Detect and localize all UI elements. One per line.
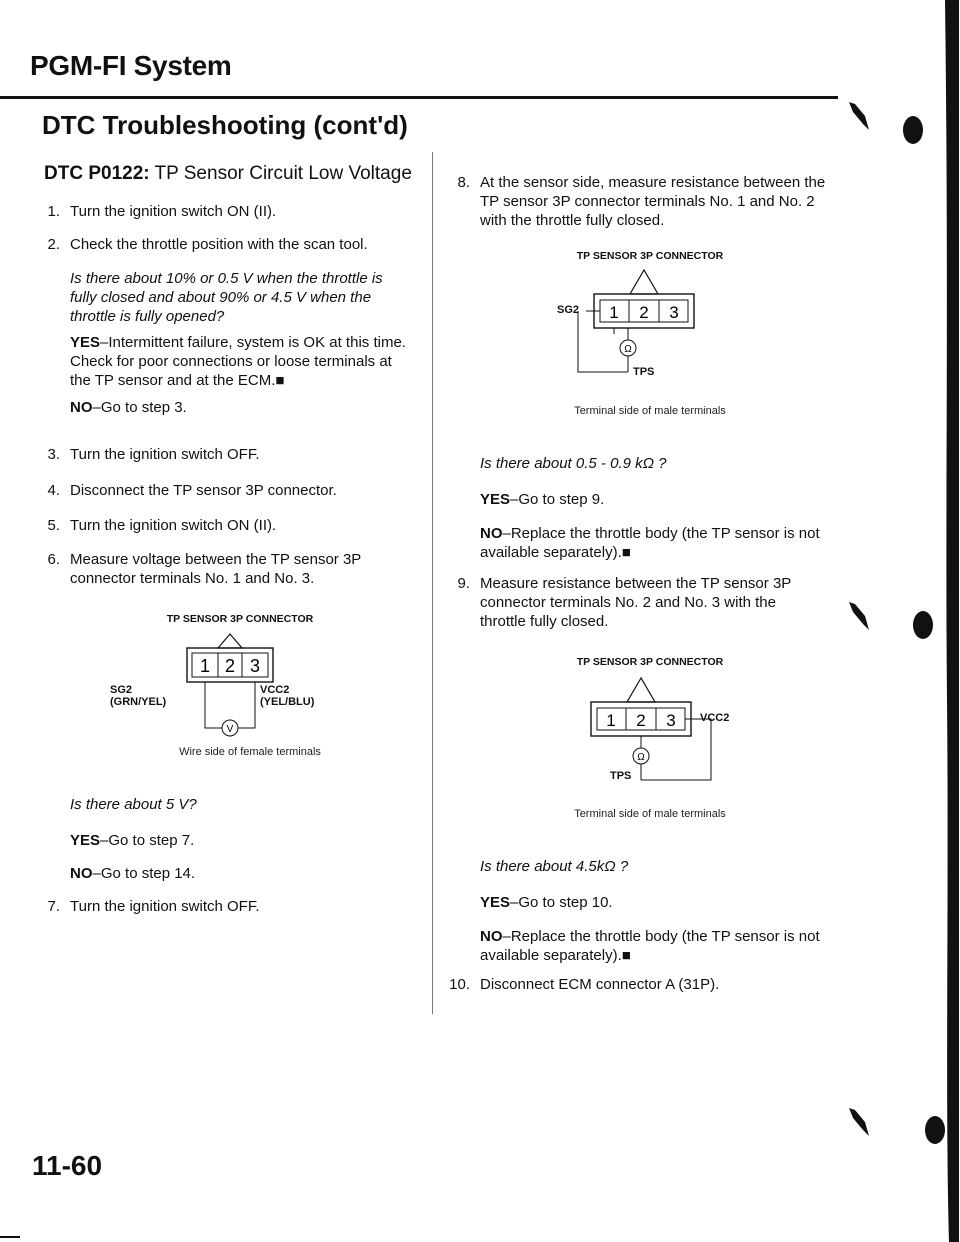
step-5 [40,516,420,535]
answer-line: available separately). [480,544,622,561]
pin-2: 2 [639,303,649,322]
page-title: DTC Troubleshooting (cont'd) [42,110,408,140]
step-6 [40,550,420,590]
step-line: throttle fully closed. [480,613,609,630]
answer-no-step-9: NO–Replace the throttle body (the TP sensor is not available separately).■ [480,928,820,964]
question-step-9: Is there about 4.5kΩ ? [480,858,629,875]
step-text [480,173,825,230]
hook-mark [849,102,869,130]
tps-label: TPS [633,366,655,378]
step-text: Disconnect the TP sensor 3P connector. [70,482,337,499]
vcc2-label: VCC2 [700,712,730,724]
section-title: PGM-FI System [30,50,232,81]
step-2 [40,235,420,254]
step-number: 10. [449,976,470,993]
step-line: connector terminals No. 2 and No. 3 with the [480,594,776,611]
answer-no-step-6: NO–Go to step 14. [70,865,196,882]
step-line: with the throttle fully closed. [480,212,665,229]
figure-title: TP SENSOR 3P CONNECTOR [576,656,724,668]
step-number: 9. [457,575,470,592]
step-text [70,550,361,588]
no-label: NO [70,399,93,416]
figure-caption: Terminal side of male terminals [574,808,726,820]
dtc-heading [44,163,412,185]
answer-line: Replace the throttle body (the TP sensor is not [510,525,820,542]
answer-yes-step-6: YES–Go to step 7. [70,832,195,849]
no-label: NO [480,928,503,945]
question-line: throttle is fully opened? [70,308,225,325]
step-text: Check the throttle position with the scan tool. [70,236,368,253]
pin-3: 3 [666,711,676,730]
step-text [480,574,791,631]
answer-text: Go to step 7. [108,832,195,849]
figure-caption: Wire side of female terminals [179,746,321,758]
yes-label: YES [70,334,101,351]
answer-line: Replace the throttle body (the TP sensor is not [510,928,820,945]
step-line: Measure resistance between the TP sensor 3P [480,575,792,592]
answer-yes-step-2: YES–Intermittent failure, system is OK at this time. Check for poor connections or loose terminals at the TP sensor and at the ECM.■ [70,333,440,390]
binding-hole [913,611,933,639]
step-number: 6. [47,551,60,568]
step-1 [40,202,420,221]
terminal-label: VCC2 [260,684,290,696]
step-text: Turn the ignition switch ON (II). [70,517,277,534]
meter-symbol: V [226,724,234,735]
step-number: 3. [47,446,60,463]
step-8 [450,173,850,233]
step-number: 1. [47,203,60,220]
connector-key-icon [218,634,242,648]
hook-mark [849,1108,869,1136]
terminal-label: SG2 [110,684,133,696]
binding-hole [925,1116,945,1144]
pin-1: 1 [606,711,616,730]
step-line: At the sensor side, measure resistance between the [480,174,826,191]
step-text: Turn the ignition switch OFF. [70,898,260,915]
answer-yes-step-9: YES–Go to step 10. [480,894,613,911]
wire-color-label: (GRN/YEL) [110,696,167,708]
pin-2: 2 [224,656,236,676]
answer-no-step-2: NO–Go to step 3. [70,399,187,416]
end-mark: ■ [621,544,631,561]
end-mark: ■ [621,947,631,964]
dtc-title: TP Sensor Circuit Low Voltage [154,163,412,184]
step-number: 5. [47,517,60,534]
yes-label: YES [480,491,511,508]
answer-line: the TP sensor and at the ECM. [70,372,276,389]
meter-symbol: Ω [624,344,632,355]
step-10 [450,975,850,994]
answer-text: Go to step 10. [518,894,613,911]
question-step-6: Is there about 5 V? [70,796,197,813]
step-number: 4. [47,482,60,499]
question-line: Is there about 10% or 0.5 V when the throttle is [70,270,383,287]
step-text: Disconnect ECM connector A (31P). [480,976,720,993]
tps-label: TPS [610,770,632,782]
step-line: Measure voltage between the TP sensor 3P [70,551,362,568]
answer-text: Go to step 3. [100,399,187,416]
sg2-label: SG2 [557,304,580,316]
answer-yes-step-8: YES–Go to step 9. [480,491,605,508]
step-9 [450,574,850,634]
answer-text: Go to step 9. [518,491,605,508]
binding-edge-marks [845,0,960,1242]
meter-symbol: Ω [637,752,645,763]
pin-3: 3 [249,656,261,676]
step-4 [40,481,420,500]
yes-label: YES [70,832,101,849]
pin-3: 3 [669,303,679,322]
pin-1: 1 [199,656,211,676]
dtc-code: DTC P0122: [44,163,150,184]
connector-key-icon [627,678,655,702]
step-line: connector terminals No. 1 and No. 3. [70,570,315,587]
question-step-8: Is there about 0.5 - 0.9 kΩ ? [480,455,667,472]
step-7 [40,897,420,916]
vcc2-label [260,684,314,708]
pin-1: 1 [609,303,619,322]
answer-line: Intermittent failure, system is OK at this time. [108,334,406,351]
figure-title: TP SENSOR 3P CONNECTOR [166,613,314,625]
step-line: TP sensor 3P connector terminals No. 1 and No. 2 [480,193,815,210]
no-label: NO [70,865,93,882]
answer-no-step-8: NO–Replace the throttle body (the TP sensor is not available separately).■ [480,525,820,561]
header-rule [0,96,838,99]
figure-caption: Terminal side of male terminals [574,405,726,417]
binding-edge [945,0,959,1242]
page-number: 11-60 [32,1150,103,1181]
connector-key-icon [630,270,658,294]
binding-hole [903,116,923,144]
answer-line: Check for poor connections or loose terminals at [70,353,392,370]
end-mark: ■ [275,372,285,389]
answer-text: Go to step 14. [100,865,196,882]
hook-mark [849,602,869,630]
step-number: 7. [47,898,60,915]
no-label: NO [480,525,503,542]
corner-mark [0,1236,20,1238]
pin-2: 2 [636,711,646,730]
step-text: Turn the ignition switch ON (II). [70,203,277,220]
step-3 [40,445,420,464]
wire-color-label: (YEL/BLU) [260,696,315,708]
figure-title: TP SENSOR 3P CONNECTOR [576,250,724,262]
step-number: 8. [457,174,470,191]
yes-label: YES [480,894,511,911]
step-text: Turn the ignition switch OFF. [70,446,260,463]
connector-diagram-terminal-side-2-3 [555,676,725,792]
question-step-2 [70,269,440,326]
step-number: 2. [47,236,60,253]
question-line: fully closed and about 90% or 4.5 V when the [70,289,372,306]
sg2-label [110,684,166,708]
answer-line: available separately). [480,947,622,964]
